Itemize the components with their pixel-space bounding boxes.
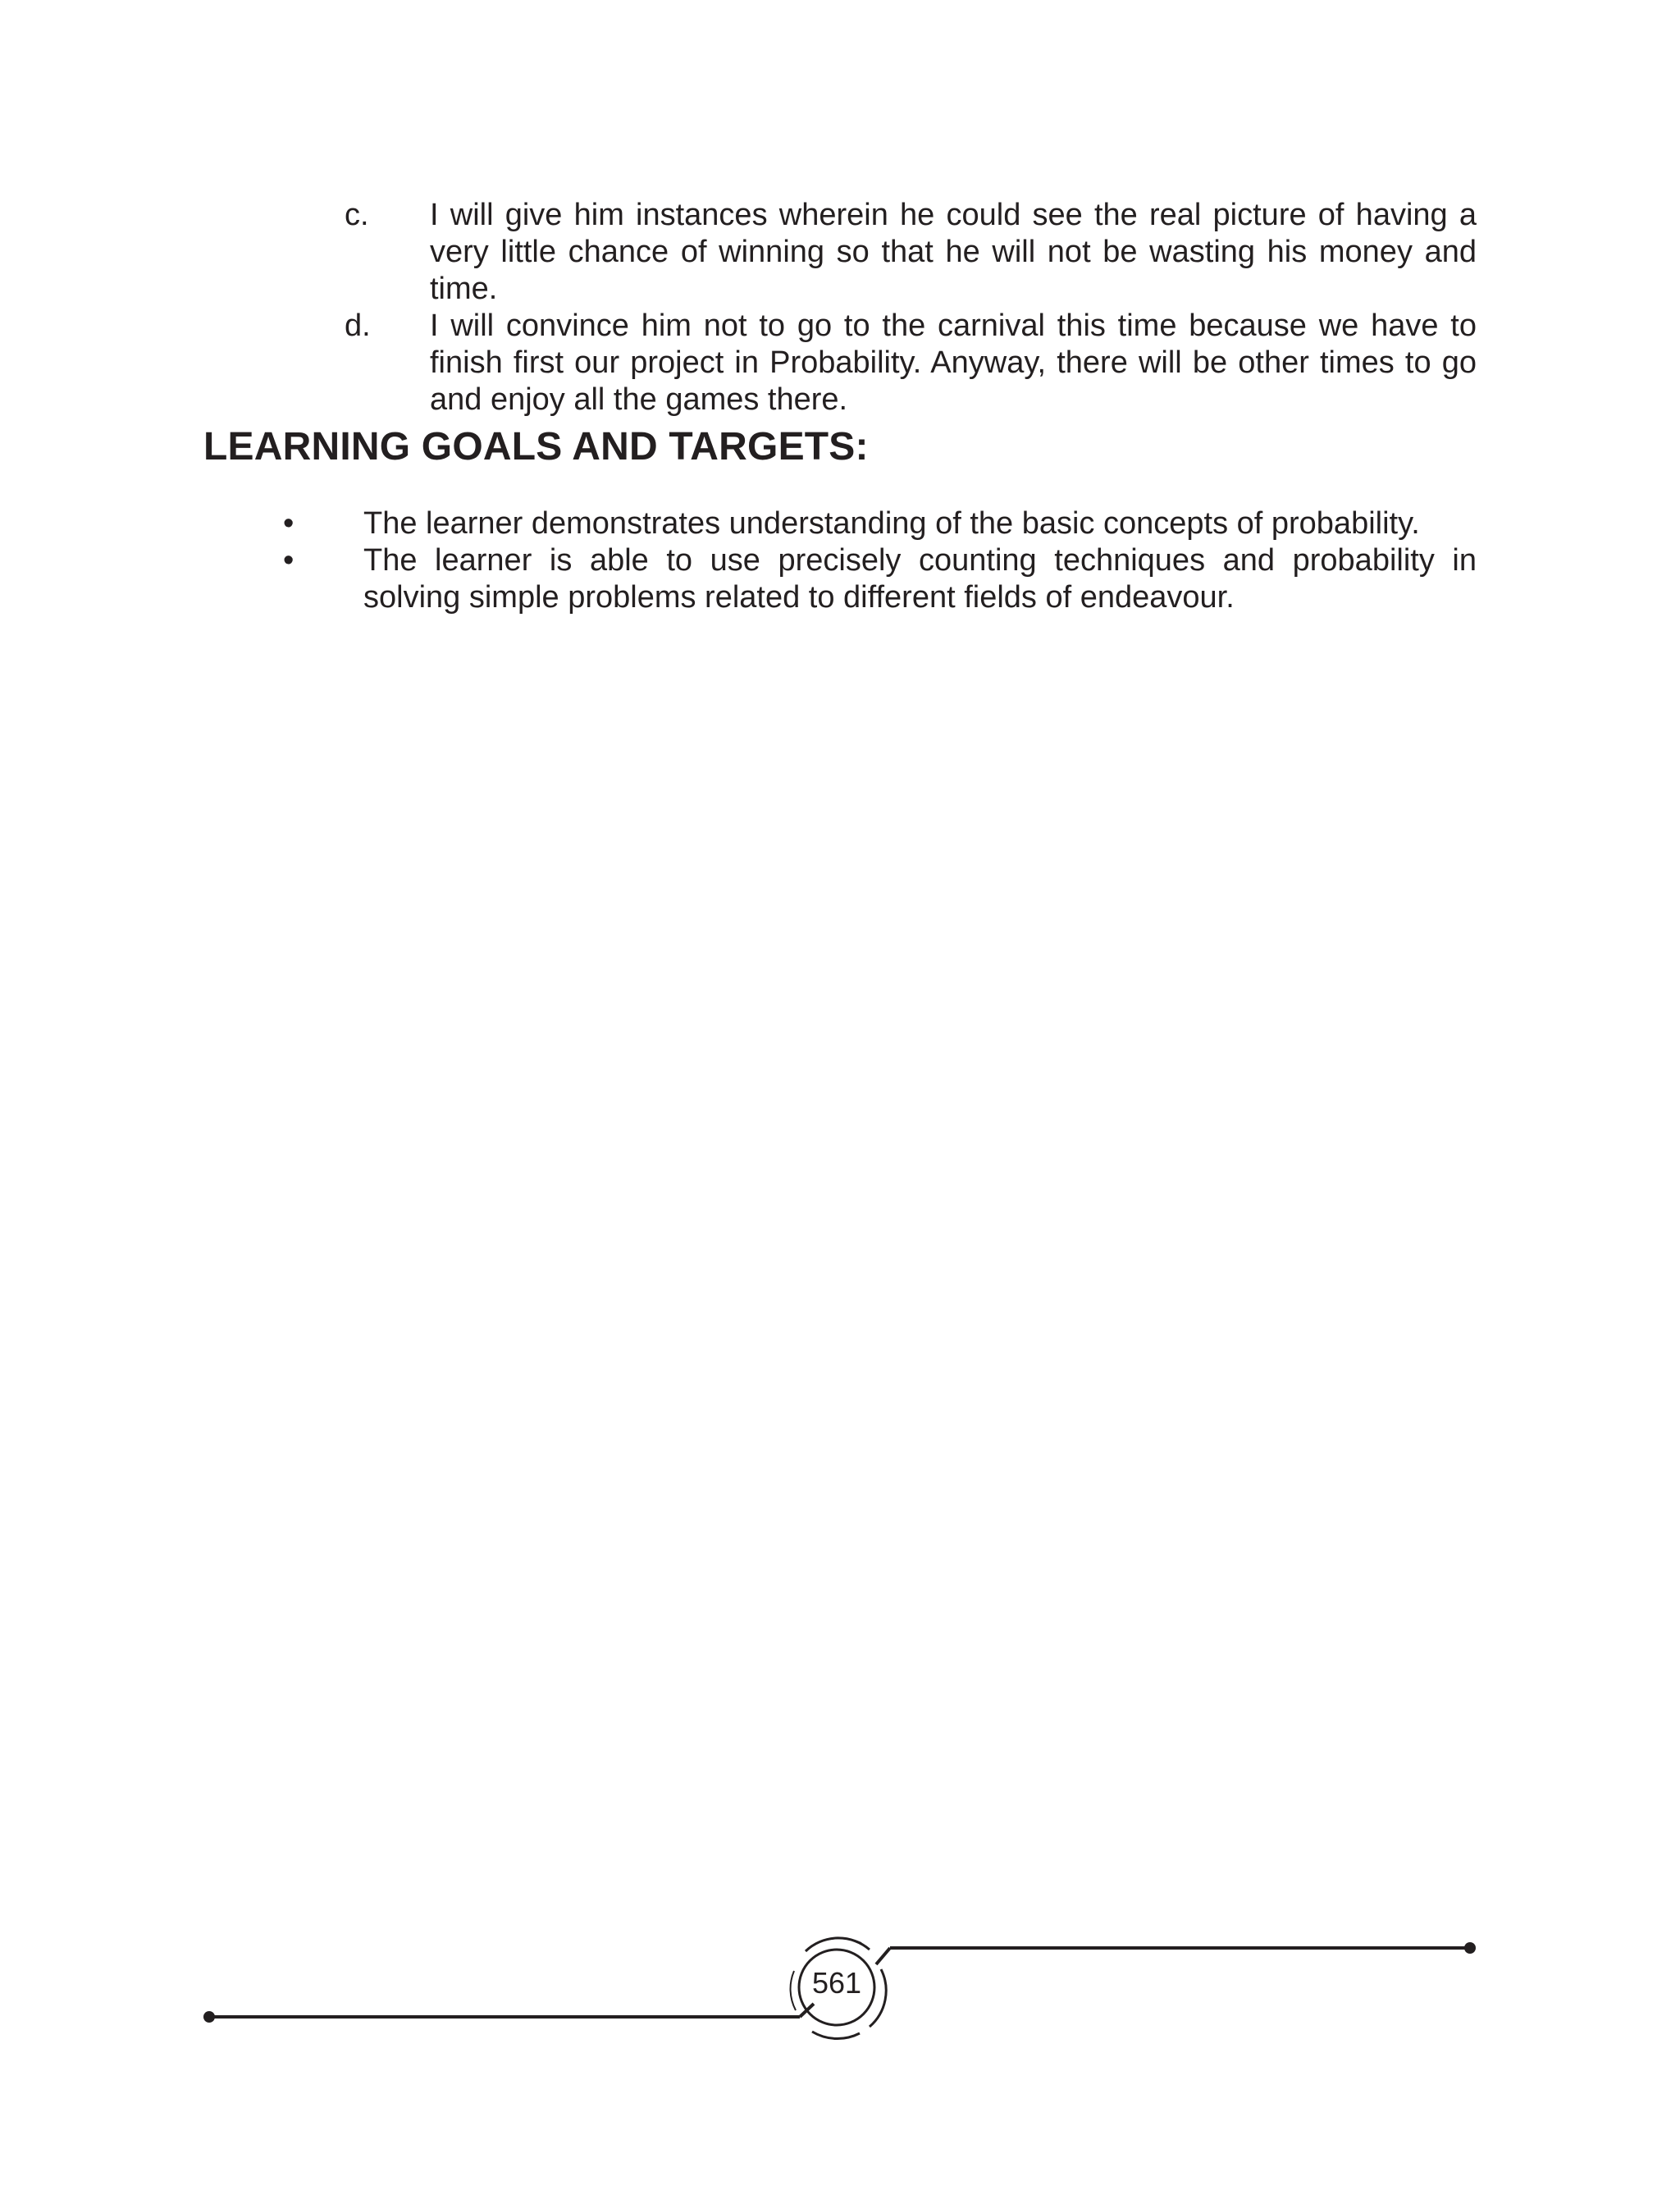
outer-arc-bottom	[812, 2032, 860, 2039]
bullet-icon: •	[283, 506, 294, 541]
footer-right-dot	[1464, 1942, 1476, 1954]
goal-item	[275, 505, 1477, 542]
goal-text: The learner demonstrates understanding of the basic concepts of probability.	[363, 506, 1420, 541]
option-letter: c.	[345, 198, 369, 232]
goal-text: The learner is able to use precisely counting techniques and probability in solving simple problems related to different fields of endeavour.	[363, 543, 1477, 615]
footer-right-connector	[876, 1948, 890, 1964]
option-text: I will convince him not to go to the carnival this time because we have to finish first our project in Probability. Anyway, there will be other times to go and enjoy all the games there.	[430, 309, 1477, 417]
answer-option-d	[345, 308, 1477, 418]
learning-goals-list	[275, 505, 1477, 616]
answer-options-list	[345, 197, 1477, 418]
answer-option-c	[345, 197, 1477, 308]
bullet-icon: •	[283, 543, 294, 578]
goal-item	[275, 542, 1477, 616]
option-letter: d.	[345, 309, 371, 343]
page-number: 561	[811, 1966, 862, 2000]
option-text: I will give him instances wherein he could see the real picture of having a very little chance of winning so that he will not be wasting his money and time.	[430, 198, 1477, 306]
section-heading: LEARNING GOALS AND TARGETS:	[203, 425, 869, 469]
